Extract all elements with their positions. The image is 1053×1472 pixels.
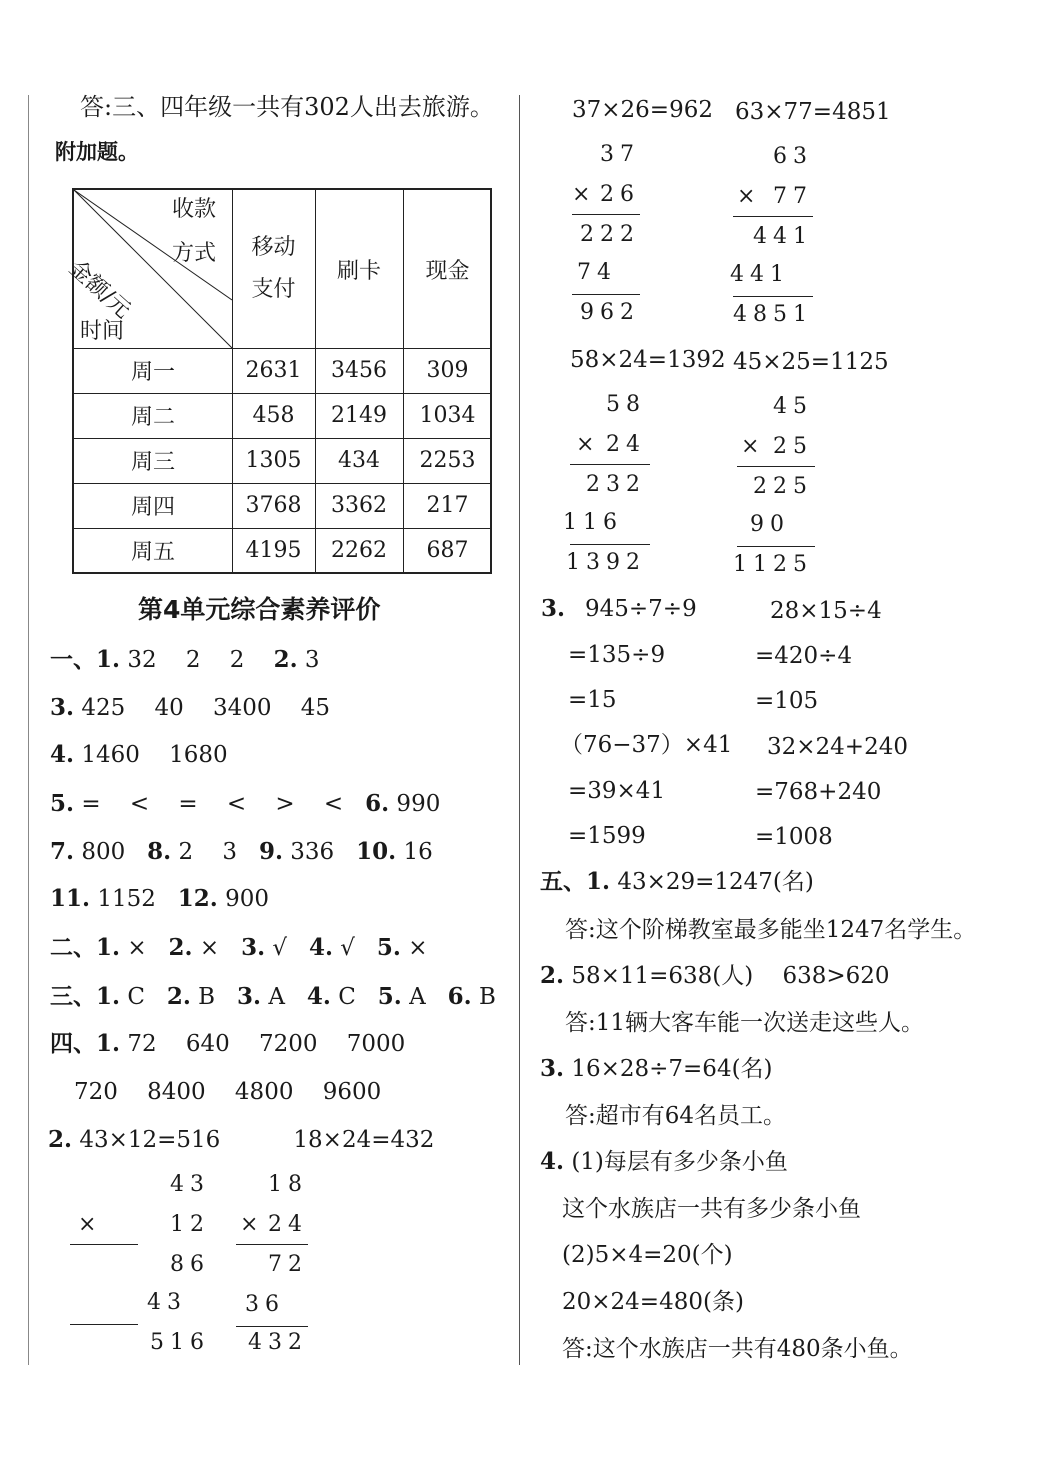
cell-value: 1305 [245, 448, 302, 473]
answer-sentence: (2)5×4=20(个) [562, 1242, 733, 1268]
col-header-mobile: 移动 支付 [251, 235, 296, 302]
section-title: 第4单元综合素养评价 [138, 595, 381, 624]
answer-row: 五、1. 43×29=1247(名) [540, 868, 814, 895]
answer-row: 4. 1460 1680 [50, 741, 228, 768]
row-day: 周五 [130, 539, 175, 565]
answer-row: 3. 425 40 3400 45 [50, 694, 331, 721]
cell-value: 2262 [331, 537, 387, 563]
cell-value: 2631 [245, 358, 302, 383]
column-divider [519, 95, 520, 1365]
answer-sentence: 答:这个阶梯教室最多能坐1247名学生。 [565, 917, 977, 943]
equation: 58×24=1392 [570, 347, 726, 373]
cell-value: 2149 [331, 403, 387, 428]
header-amount: 金额/元 [63, 255, 136, 324]
cell-value: 3362 [331, 493, 387, 518]
answer-row: 720 8400 4800 9600 [74, 1079, 382, 1105]
cell-value: 3456 [331, 358, 387, 383]
question-label: 3. [541, 595, 566, 622]
cell-value: 4195 [245, 537, 302, 563]
answer-page: 答:三、四年级一共有302人出去旅游。 附加题。 收款 方式 金额/元 时间 移动 支付 刷卡 现金 周一 2631 3456 309 周二 458 2149 1034 周三 1305 434 2253 周四 3768 3362 217 周五 4195 2262 687 第4单元综合素养评价 一、1. 32 2 2 2. 3 3. 425 40 3400 45 4. 1460 1680 5. = < = < > < 6. 990 7. 800 8. 2 3 9. 336 10. 16 11. 1152 12. 900 二、1. × 2. × 3. √ 4. √ 5. × 三、1. C 2. B 3. A 4. C 5. A 6. B 四、1. 72 640 7200 7000 720 8400 4800 9600 2. 43×12=516 18×24=432 43 × 12 86 43 516 18 × 24 72 36 432 37×26=962 63×77=4851 37 × 26 222 74 962 63 × 77 441 441 4851 58×24=1392 45×25=1125 58 × 24 232 116 1392 45 × 25 225 90 1125 3. 945÷7÷9 28×15÷4 =135÷9 =420÷4 =15 =105 （76−37）×41 32×24+240 =39×41 =768+240 =1599 =1008 五、1. 43×29=1247(名) 答:这个阶梯教室最多能坐1247名学生。 2. 58×11=638(人) 638>620 答:11辆大客车能一次送走这些人。 3. 16×28÷7=64(名) 答:超市有64名员工。 4. (1)每层有多少条小鱼 这个水族店一共有多少条小鱼 (2)5×4=20(个) 20×24=480(条) 答:这个水族店一共有480条小鱼。 [0, 0, 1053, 1472]
row-day: 周二 [130, 405, 175, 430]
calc-step: =15 [568, 687, 617, 713]
calc-step: （76−37）×41 [560, 732, 733, 758]
cell-value: 3768 [245, 493, 302, 518]
calc-step: =105 [755, 688, 819, 714]
bonus-title: 附加题。 [55, 140, 139, 164]
cell-value: 309 [426, 358, 469, 383]
answer-row: 四、1. 72 640 7200 7000 [50, 1030, 406, 1057]
cell-value: 434 [338, 448, 380, 473]
left-margin-line [28, 95, 29, 1365]
answer-line: 答:三、四年级一共有302人出去旅游。 [80, 93, 494, 121]
col-header-card: 刷卡 [336, 258, 381, 284]
answer-sentence: 答:11辆大客车能一次送走这些人。 [565, 1010, 925, 1036]
calc-step: 32×24+240 [767, 734, 908, 760]
calc-step: =1599 [568, 823, 646, 849]
equation: 63×77=4851 [735, 99, 891, 125]
answer-row: 7. 800 8. 2 3 9. 336 10. 16 [50, 838, 433, 865]
answer-row: 4. (1)每层有多少条小鱼 [540, 1148, 788, 1175]
row-day: 周一 [130, 360, 175, 385]
payment-table [63, 188, 492, 574]
answer-sentence: 20×24=480(条) [562, 1289, 744, 1315]
equation: 37×26=962 [572, 97, 713, 123]
answer-sentence: 这个水族店一共有多少条小鱼 [562, 1196, 861, 1222]
answer-sentence: 答:超市有64名员工。 [565, 1103, 787, 1129]
cell-value: 1034 [419, 403, 476, 428]
calc-step: =135÷9 [568, 642, 666, 668]
equation: 45×25=1125 [733, 349, 889, 375]
answer-row: 一、1. 32 2 2 2. 3 [50, 646, 320, 673]
answer-sentence: 答:这个水族店一共有480条小鱼。 [562, 1336, 913, 1362]
calc-step: =39×41 [568, 778, 666, 804]
cell-value: 458 [252, 403, 295, 428]
answer-row: 二、1. × 2. × 3. √ 4. √ 5. × [50, 934, 428, 961]
answer-row: 2. 58×11=638(人) 638>620 [540, 962, 890, 989]
calc-step: =420÷4 [755, 643, 853, 669]
cell-value: 217 [426, 493, 469, 518]
answer-row: 3. 16×28÷7=64(名) [540, 1055, 773, 1082]
answer-row: 11. 1152 12. 900 [50, 885, 270, 912]
calc-step: 945÷7÷9 [585, 596, 697, 622]
header-method: 方式 [172, 241, 217, 266]
header-receive: 收款 [172, 197, 217, 222]
calc-step: =768+240 [755, 779, 882, 805]
cell-value: 2253 [419, 448, 476, 473]
header-time: 时间 [80, 319, 125, 344]
row-day: 周四 [130, 495, 175, 520]
cell-value: 687 [426, 537, 469, 563]
row-day: 周三 [130, 450, 175, 475]
answer-row: 5. = < = < > < 6. 990 [50, 790, 441, 817]
answer-row: 2. 43×12=516 18×24=432 [48, 1126, 435, 1153]
answer-row: 三、1. C 2. B 3. A 4. C 5. A 6. B [50, 983, 496, 1010]
calc-step: 28×15÷4 [770, 598, 882, 624]
col-header-cash: 现金 [425, 258, 470, 284]
calc-step: =1008 [755, 824, 833, 850]
